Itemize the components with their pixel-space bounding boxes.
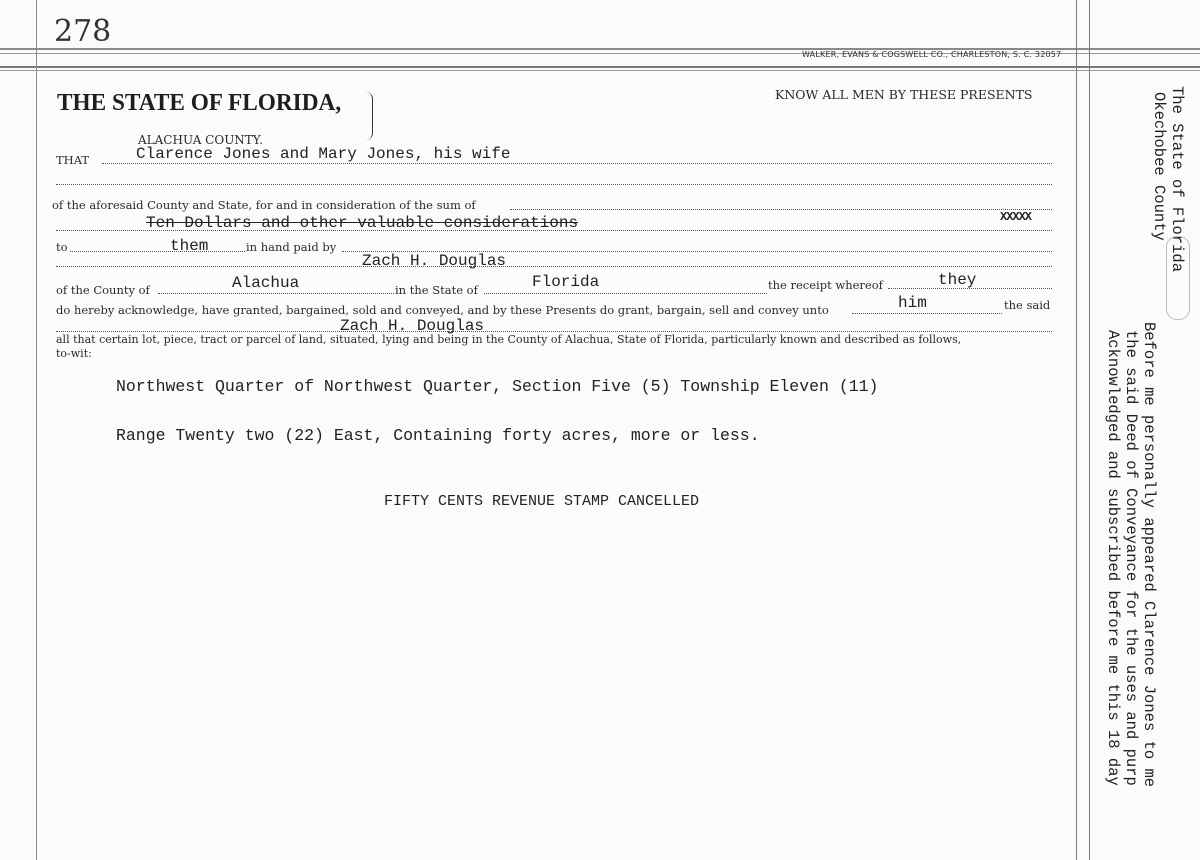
label-hereby-ack: do hereby acknowledge, have granted, bargained, sold and conveyed, and by these Presents do grant, bargain, sell and convey unto	[56, 303, 829, 317]
xmarks: XXXXX	[1000, 210, 1032, 224]
to-whom-field: them	[170, 237, 209, 255]
label-receipt-whereof: the receipt whereof	[768, 278, 883, 292]
label-in-hand-paid: in hand paid by	[246, 240, 337, 254]
page-number: 278	[54, 14, 112, 49]
description-line-1: Northwest Quarter of Northwest Quarter, Section Five (5) Township Eleven (11)	[116, 377, 879, 396]
dotted-line	[56, 184, 1052, 185]
dotted-line	[510, 209, 1052, 210]
state-field: Florida	[532, 273, 600, 291]
dotted-line	[56, 266, 1052, 267]
label-aforesaid: of the aforesaid County and State, for and in consideration of the sum of	[52, 198, 476, 212]
label-to-wit: to-wit:	[56, 347, 92, 360]
margin-acknowledgment-col2: Okechobee County	[1150, 92, 1168, 241]
right-column-line	[1076, 0, 1077, 860]
label-the-said: the said	[1004, 298, 1051, 312]
description-line-2: Range Twenty two (22) East, Containing forty acres, more or less.	[116, 426, 760, 445]
margin-acknowledgment-col4: the said Deed of Conveyance for the uses and purp	[1122, 330, 1140, 786]
dotted-line	[484, 293, 767, 294]
state-title: THE STATE OF FLORIDA,	[57, 90, 342, 116]
label-of-county: of the County of	[56, 283, 150, 297]
dotted-line	[102, 163, 1052, 164]
label-to: to	[56, 240, 68, 254]
unto-field: him	[898, 294, 927, 312]
dotted-line	[852, 313, 1002, 314]
header-rule	[0, 66, 1200, 68]
label-that: THAT	[56, 153, 90, 167]
paid-by-field: Zach H. Douglas	[362, 252, 507, 270]
know-all-men: KNOW ALL MEN BY THESE PRESENTS	[775, 87, 1033, 102]
header-rule-thin	[0, 70, 1200, 71]
dotted-line	[158, 293, 394, 294]
dotted-line	[56, 331, 1052, 332]
consideration-field: Ten Dollars and other valuable considerations	[146, 214, 579, 232]
printer-imprint: WALKER, EVANS & COGSWELL CO., CHARLESTON, S. C. 32057	[802, 50, 1062, 59]
grantee-field: Zach H. Douglas	[340, 317, 485, 335]
grantors-field: Clarence Jones and Mary Jones, his wife	[136, 145, 511, 163]
right-column-line-2	[1089, 0, 1090, 860]
county-heading: ALACHUA COUNTY.	[138, 133, 263, 147]
margin-acknowledgment-col3: Before me personally appeared Clarence Jones to me	[1140, 322, 1158, 788]
label-in-state: in the State of	[395, 283, 478, 297]
margin-acknowledgment-col5: Acknowledged and subscribed before me this 18 day	[1104, 330, 1122, 786]
dotted-line	[70, 251, 245, 252]
label-all-that: all that certain lot, piece, tract or parcel of land, situated, lying and being in the County of Alachua, State of Florida, particularly known and described as follows,	[56, 333, 962, 346]
margin-acknowledgment-col1: The State of Florida	[1168, 86, 1186, 273]
county-field: Alachua	[232, 274, 300, 292]
header-brace	[366, 92, 373, 140]
margin-brace	[1166, 236, 1190, 320]
left-margin-line	[36, 0, 37, 860]
stamp-note: FIFTY CENTS REVENUE STAMP CANCELLED	[384, 493, 700, 510]
receipt-by-field: they	[938, 271, 977, 289]
